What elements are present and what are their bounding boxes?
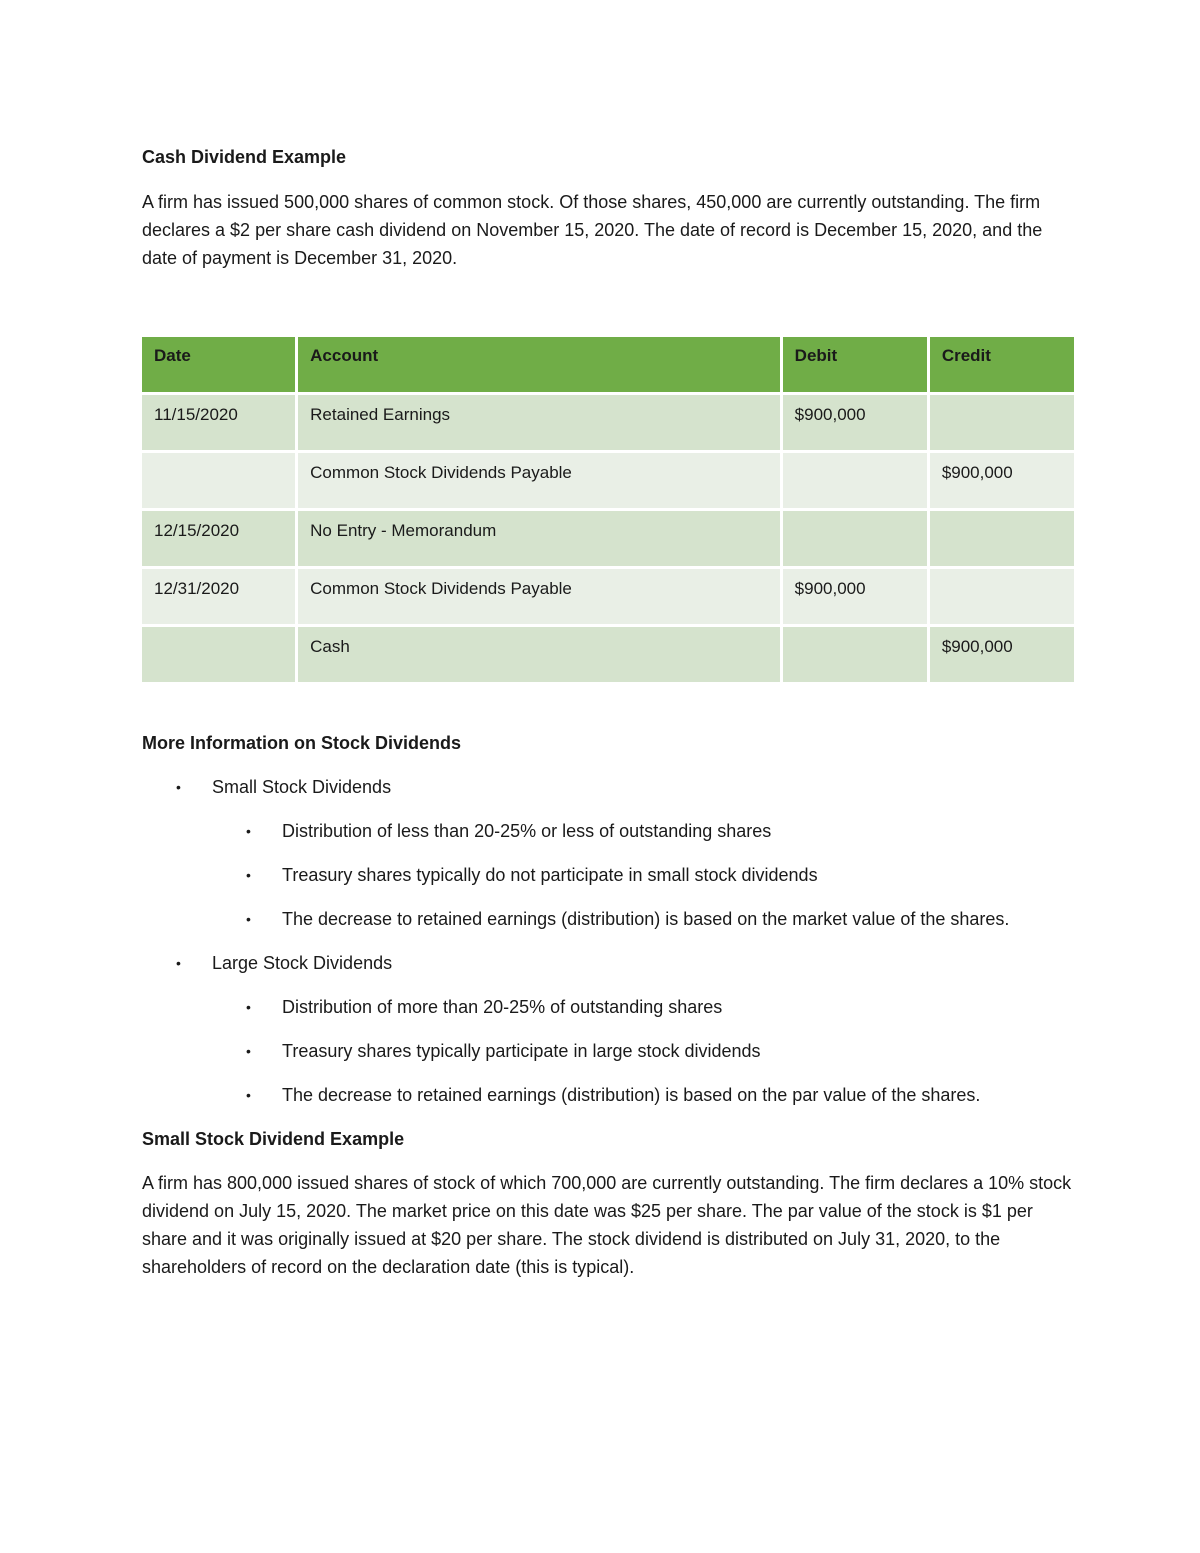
cell-credit — [930, 395, 1074, 450]
cell-date — [142, 627, 295, 682]
cell-credit — [930, 511, 1074, 566]
cell-account: Cash — [298, 627, 780, 682]
header-credit: Credit — [930, 337, 1074, 392]
cell-credit: $900,000 — [930, 453, 1074, 508]
list-item-label: Large Stock Dividends — [212, 953, 393, 973]
header-debit: Debit — [783, 337, 927, 392]
table-row — [142, 569, 1074, 624]
list-item-large-stock — [142, 949, 1077, 1109]
list-item-text: The decrease to retained earnings (distribution) is based on the par value of the shares. — [282, 1085, 981, 1105]
table-header-row — [142, 337, 1074, 392]
cell-account: No Entry - Memorandum — [298, 511, 780, 566]
list-item-label: Small Stock Dividends — [212, 777, 392, 797]
bullet-icon: • — [246, 1087, 251, 1103]
large-stock-points — [212, 993, 1077, 1109]
more-info-heading: More Information on Stock Dividends — [142, 733, 462, 753]
stock-dividend-list — [142, 773, 1077, 1109]
list-item-text: The decrease to retained earnings (distribution) is based on the market value of the shares. — [282, 909, 1010, 929]
list-item-text: Treasury shares typically participate in large stock dividends — [282, 1041, 761, 1061]
cell-date: 11/15/2020 — [142, 395, 295, 450]
cell-debit — [783, 453, 927, 508]
cell-credit — [930, 569, 1074, 624]
list-item — [212, 817, 1077, 845]
cell-debit — [783, 511, 927, 566]
list-item — [212, 905, 1077, 933]
header-account: Account — [298, 337, 780, 392]
cell-debit: $900,000 — [783, 569, 927, 624]
bullet-icon: • — [176, 955, 181, 971]
journal-entry-table — [139, 334, 1077, 685]
cell-account: Retained Earnings — [298, 395, 780, 450]
document-page — [142, 140, 1077, 1281]
cell-date — [142, 453, 295, 508]
header-date: Date — [142, 337, 295, 392]
cell-credit: $900,000 — [930, 627, 1074, 682]
small-stock-points — [212, 817, 1077, 933]
list-item-text: Treasury shares typically do not participate in small stock dividends — [282, 865, 818, 885]
list-item — [212, 993, 1077, 1021]
bullet-icon: • — [246, 823, 251, 839]
bullet-icon: • — [176, 779, 181, 795]
small-stock-dividend-paragraph: A firm has 800,000 issued shares of stock of which 700,000 are currently outstanding. The firm declares a 10% stock dividend on July 15, 2020. The market price on this date was $25 per share. The par value of the stock is $1 per share and it was originally issued at $20 per share. The stock dividend is distributed on July 31, 2020, to the shareholders of record on the declaration date (this is typical). — [142, 1173, 1072, 1277]
table-row — [142, 627, 1074, 682]
table-row — [142, 395, 1074, 450]
bullet-icon: • — [246, 999, 251, 1015]
cell-account: Common Stock Dividends Payable — [298, 453, 780, 508]
cell-account: Common Stock Dividends Payable — [298, 569, 780, 624]
small-stock-dividend-heading: Small Stock Dividend Example — [142, 1129, 405, 1149]
bullet-icon: • — [246, 867, 251, 883]
list-item-small-stock — [142, 773, 1077, 933]
list-item-text: Distribution of more than 20-25% of outstanding shares — [282, 997, 723, 1017]
cell-date: 12/31/2020 — [142, 569, 295, 624]
table-row — [142, 453, 1074, 508]
bullet-icon: • — [246, 911, 251, 927]
list-item — [212, 1037, 1077, 1065]
list-item — [212, 1081, 1077, 1109]
table-row — [142, 511, 1074, 566]
cash-dividend-paragraph: A firm has issued 500,000 shares of common stock. Of those shares, 450,000 are currently outstanding. The firm declares a $2 per share cash dividend on November 15, 2020. The date of record is December 15, 2020, and the date of payment is December 31, 2020. — [142, 192, 1043, 268]
cell-date: 12/15/2020 — [142, 511, 295, 566]
bullet-icon: • — [246, 1043, 251, 1059]
cell-debit — [783, 627, 927, 682]
list-item-text: Distribution of less than 20-25% or less of outstanding shares — [282, 821, 772, 841]
cash-dividend-heading: Cash Dividend Example — [142, 147, 347, 167]
list-item — [212, 861, 1077, 889]
cell-debit: $900,000 — [783, 395, 927, 450]
